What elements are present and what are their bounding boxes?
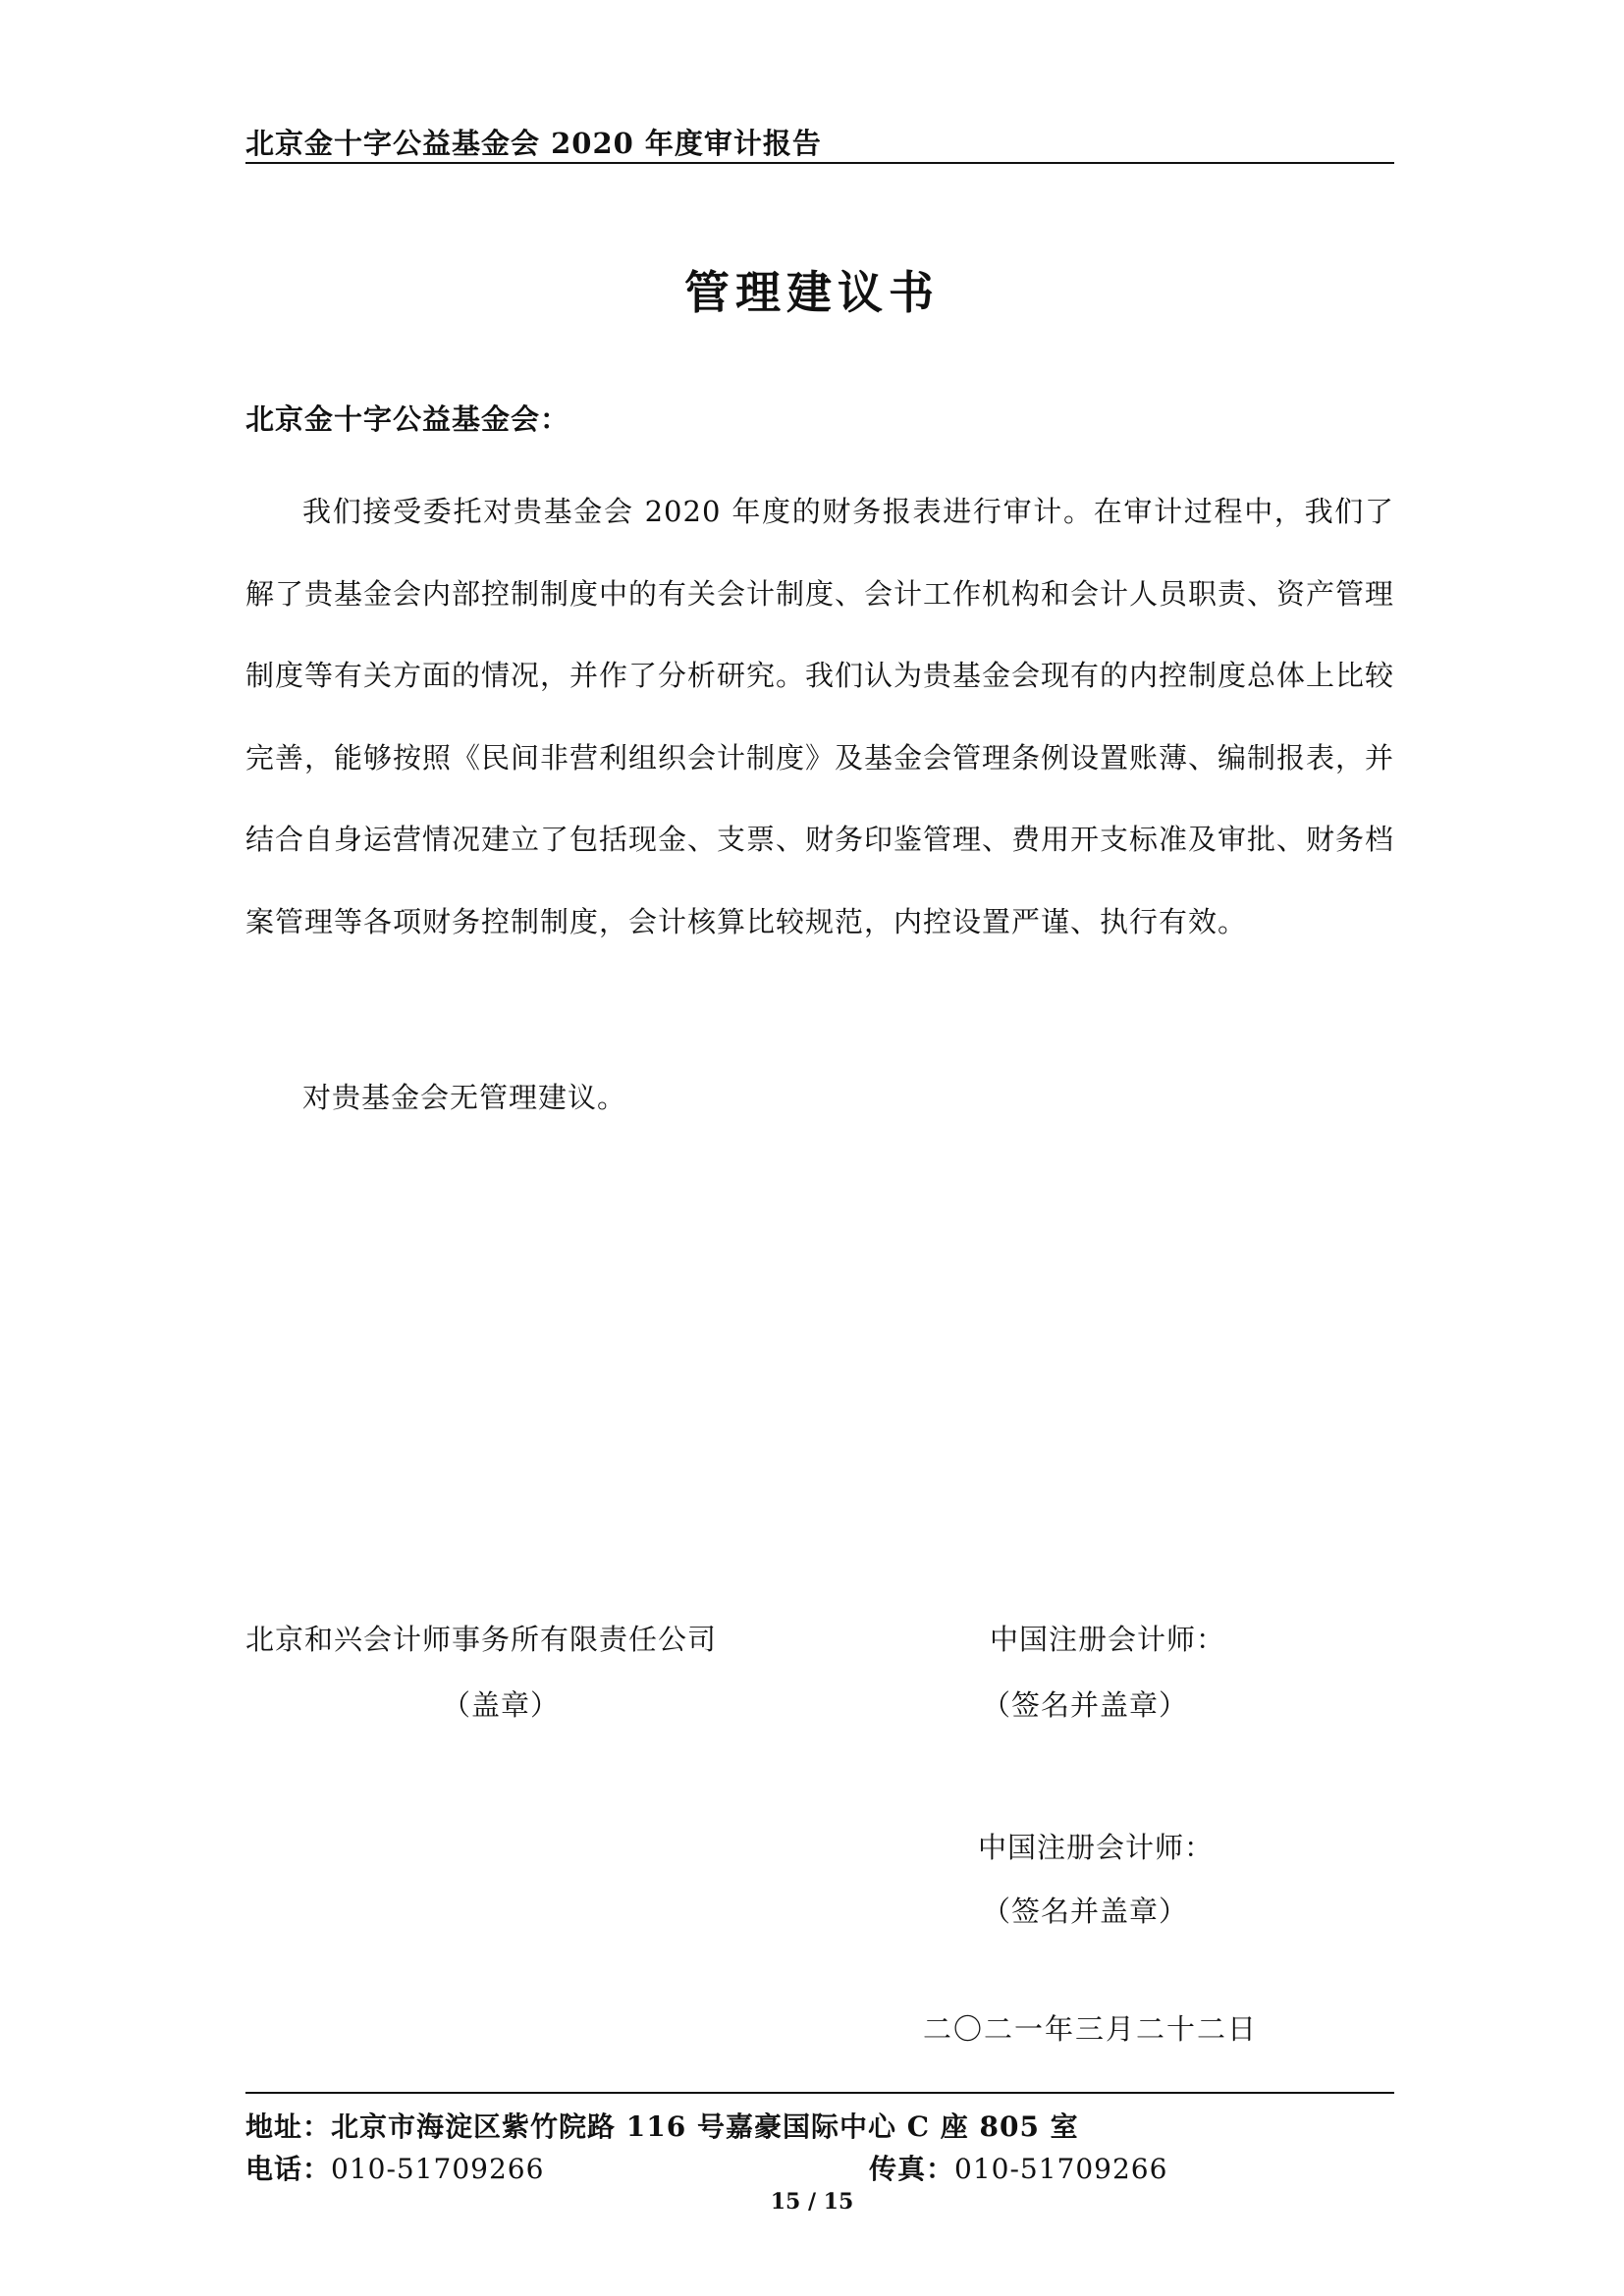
phone-value: 010-51709266 [331, 2153, 545, 2185]
report-header-title: 北京金十字公益基金会 2020 年度审计报告 [245, 127, 822, 160]
address-value: 北京市海淀区紫竹院路 116 号嘉豪国际中心 C 座 805 室 [331, 2110, 1079, 2143]
cpa-2-signature-note: （签名并盖章） [982, 1895, 1189, 1928]
addressee: 北京金十字公益基金会： [245, 402, 570, 436]
cpa-1-signature-note: （签名并盖章） [982, 1688, 1189, 1722]
fax-label: 传真： [869, 2153, 955, 2185]
firm-seal-note: （盖章） [442, 1688, 561, 1722]
cpa-2-label: 中国注册会计师： [978, 1831, 1215, 1864]
address-label: 地址： [245, 2110, 332, 2143]
document-title: 管理建议书 [684, 266, 940, 319]
report-date: 二〇二一年三月二十二日 [923, 2012, 1259, 2046]
audit-firm-name: 北京和兴会计师事务所有限责任公司 [245, 1623, 718, 1656]
page-number: 15 / 15 [770, 2189, 854, 2215]
fax-value: 010-51709266 [954, 2153, 1168, 2185]
body-paragraph: 我们接受委托对贵基金会 2020 年度的财务报表进行审计。在审计过程中，我们了解了贵基金会内部控制制度中的有关会计制度、会计工作机构和会计人员职责、资产管理制度等有关方面的情况，并作了分析研究。我们认为贵基金会现有的内控制度总体上比较完善，能够按照《民间非营利组织会计制度》及基金会管理条例设置账薄、编制报表，并结合自身运营情况建立了包括现金、支票、财务印鉴管理、费用开支标准及审批、财务档案管理等各项财务控制制度，会计核算比较规范，内控设置严谨、执行有效。 [245, 495, 1395, 938]
conclusion-paragraph: 对贵基金会无管理建议。 [302, 1081, 627, 1114]
footer-divider [245, 2092, 1394, 2094]
footer-address [245, 2106, 1079, 2145]
header-divider [245, 162, 1394, 164]
footer-fax [869, 2148, 1167, 2187]
phone-label: 电话： [245, 2153, 332, 2185]
footer-phone [245, 2148, 544, 2187]
cpa-1-label: 中国注册会计师： [990, 1623, 1226, 1656]
